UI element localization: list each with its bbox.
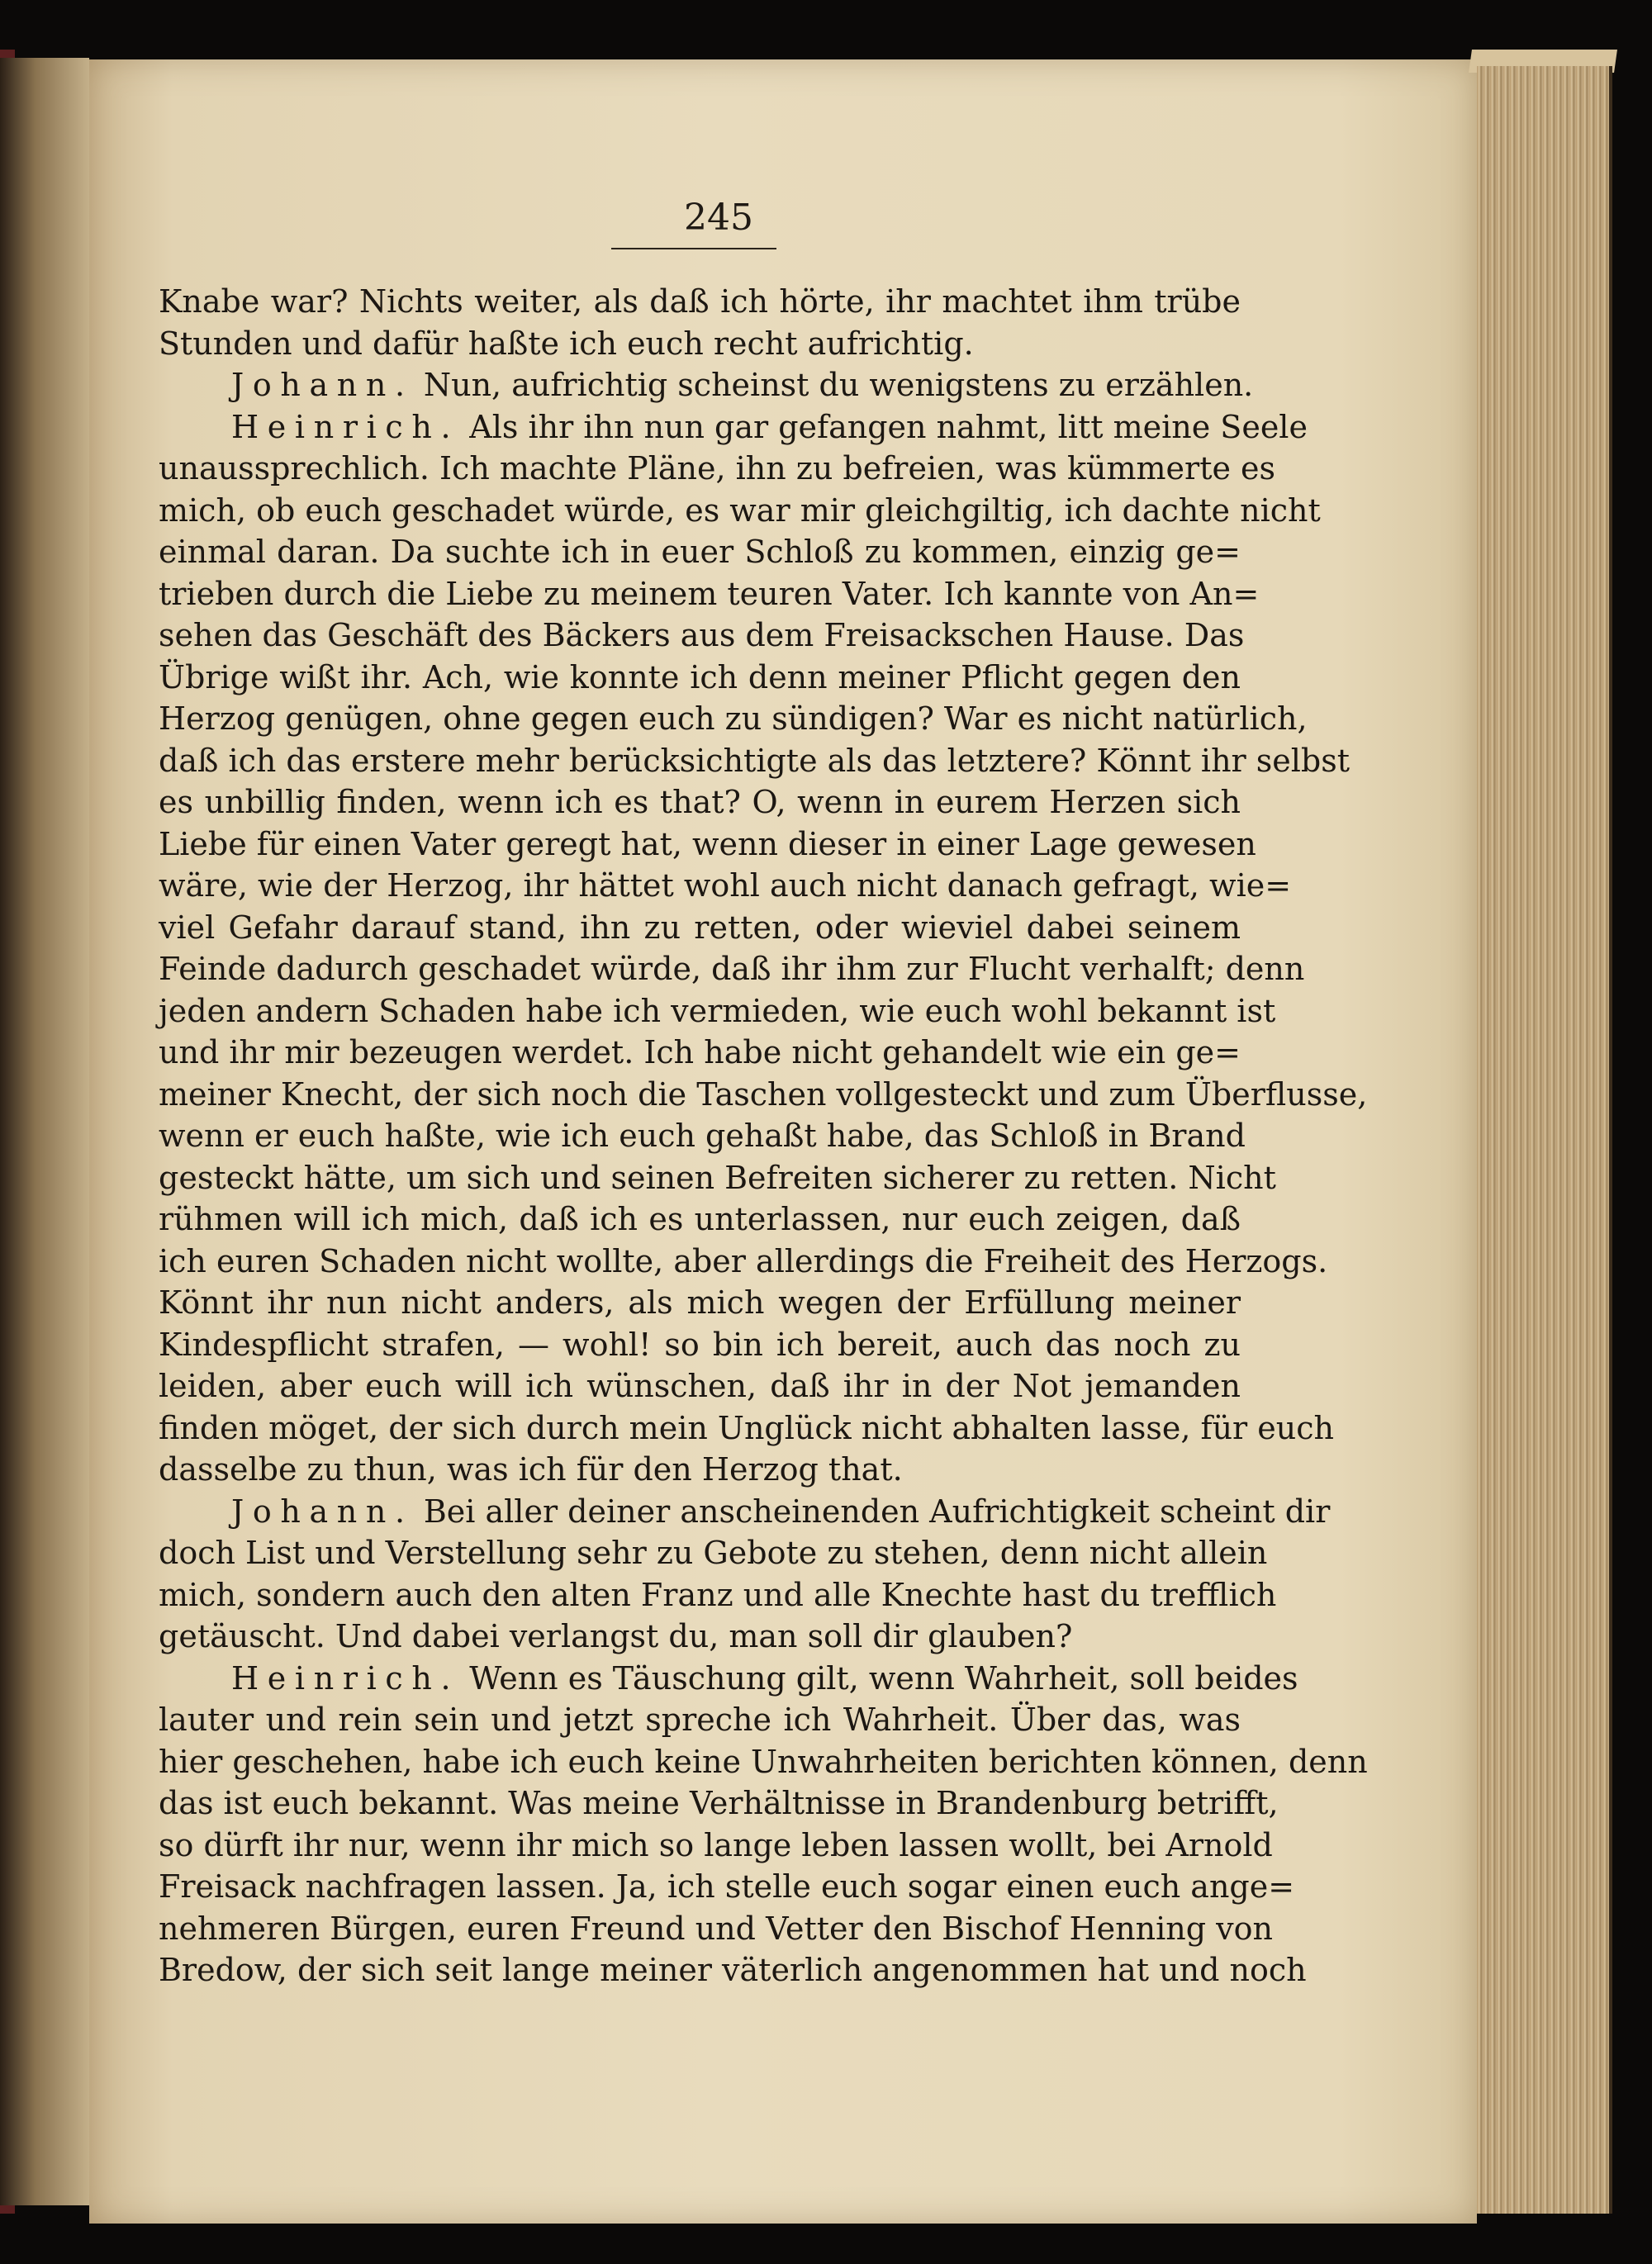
text-line bbox=[159, 1616, 1241, 1658]
header-rule bbox=[611, 248, 776, 249]
line-text: Liebe für einen Vater geregt hat, wenn dieser in einer Lage gewesen bbox=[159, 825, 1256, 862]
text-line bbox=[159, 1908, 1273, 1950]
text-line bbox=[159, 1825, 1273, 1867]
text-line bbox=[159, 281, 1241, 323]
line-text: und ihr mir bezeugen werdet. Ich habe nicht gehandelt wie ein ge= bbox=[159, 1034, 1241, 1070]
speaker-name: Heinrich. bbox=[231, 1659, 460, 1697]
text-line bbox=[159, 1324, 1241, 1366]
text-line bbox=[159, 573, 1260, 615]
text-line bbox=[159, 1407, 1335, 1450]
body-text bbox=[159, 281, 1368, 1991]
text-line bbox=[159, 490, 1321, 532]
line-text: Feinde dadurch geschadet würde, daß ihr ihm zur Flucht verhalft; denn bbox=[159, 951, 1305, 987]
line-text: wenn er euch haßte, wie ich euch gehaßt habe, das Schloß in Brand bbox=[159, 1118, 1246, 1154]
speaker-name: Johann. bbox=[231, 1493, 414, 1530]
line-text: doch List und Verstellung sehr zu Gebote zu stehen, denn nicht allein bbox=[159, 1535, 1268, 1571]
line-text: getäuscht. Und dabei verlangst du, man soll dir glauben? bbox=[159, 1618, 1073, 1654]
text-line bbox=[159, 1365, 1241, 1407]
text-line bbox=[159, 823, 1256, 866]
text-line bbox=[159, 990, 1276, 1032]
line-text: Bei aller deiner anscheinenden Aufrichtigkeit scheint dir bbox=[423, 1493, 1331, 1530]
text-line bbox=[159, 657, 1241, 699]
text-line bbox=[159, 1658, 1298, 1700]
line-text: Freisack nachfragen lassen. Ja, ich stelle euch sogar einen euch ange= bbox=[159, 1868, 1295, 1905]
text-line bbox=[159, 1532, 1268, 1574]
line-text: jeden andern Schaden habe ich vermieden, wie euch wohl bekannt ist bbox=[159, 992, 1276, 1029]
text-line bbox=[159, 1032, 1241, 1074]
text-line bbox=[159, 1699, 1241, 1741]
line-text: finden möget, der sich durch mein Unglück nicht abhalten lasse, für euch bbox=[159, 1409, 1335, 1446]
page-stack-edge bbox=[1477, 66, 1612, 2214]
line-text: nehmeren Bürgen, euren Freund und Vetter den Bischof Henning von bbox=[159, 1910, 1273, 1947]
text-line bbox=[159, 740, 1351, 782]
text-line bbox=[159, 448, 1276, 490]
line-text: meiner Knecht, der sich noch die Taschen vollgesteckt und zum Überflusse, bbox=[159, 1075, 1368, 1113]
line-text: gesteckt hätte, um sich und seinen Befreiten sicherer zu retten. Nicht bbox=[159, 1159, 1276, 1196]
text-line bbox=[159, 1449, 1241, 1491]
text-line bbox=[159, 1198, 1241, 1241]
text-line bbox=[159, 323, 1241, 365]
line-text: Stunden und dafür haßte ich euch recht aufrichtig. bbox=[159, 325, 974, 362]
text-line bbox=[159, 907, 1241, 949]
text-line bbox=[159, 1866, 1295, 1908]
speaker-name: Heinrich. bbox=[231, 408, 460, 445]
line-text: sehen das Geschäft des Bäckers aus dem Freisackschen Hause. Das bbox=[159, 617, 1245, 653]
line-text: leiden, aber euch will ich wünschen, daß ihr in der Not jemanden bbox=[159, 1368, 1241, 1404]
text-line bbox=[159, 406, 1308, 449]
text-line bbox=[159, 948, 1305, 990]
line-text: trieben durch die Liebe zu meinem teuren Vater. Ich kannte von An= bbox=[159, 575, 1260, 612]
line-text: viel Gefahr darauf stand, ihn zu retten, oder wieviel dabei seinem bbox=[159, 909, 1241, 946]
text-line bbox=[159, 698, 1308, 740]
line-text: einmal daran. Da suchte ich in euer Schloß zu kommen, einzig ge= bbox=[159, 534, 1241, 570]
line-text: Bredow, der sich seit lange meiner väterlich angenommen hat und noch bbox=[159, 1952, 1307, 1988]
text-line bbox=[159, 1782, 1279, 1825]
text-line bbox=[159, 865, 1292, 907]
text-line bbox=[159, 531, 1241, 573]
text-line bbox=[159, 1491, 1331, 1533]
line-text: mich, sondern auch den alten Franz und alle Knechte hast du trefflich bbox=[159, 1576, 1277, 1613]
text-line bbox=[159, 781, 1241, 823]
line-text: Wenn es Täuschung gilt, wenn Wahrheit, soll beides bbox=[469, 1659, 1298, 1697]
line-text: es unbillig finden, wenn ich es that? O, wenn in eurem Herzen sich bbox=[159, 784, 1241, 820]
line-text: wäre, wie der Herzog, ihr hättet wohl auch nicht danach gefragt, wie= bbox=[159, 867, 1292, 904]
line-text: Übrige wißt ihr. Ach, wie konnte ich denn meiner Pflicht gegen den bbox=[159, 658, 1241, 695]
line-text: Herzog genügen, ohne gegen euch zu sündigen? War es nicht natürlich, bbox=[159, 700, 1308, 737]
line-text: daß ich das erstere mehr berücksichtigte als das letztere? Könnt ihr selbst bbox=[159, 742, 1351, 779]
text-line bbox=[159, 1741, 1368, 1783]
line-text: dasselbe zu thun, was ich für den Herzog that. bbox=[159, 1451, 903, 1488]
text-line bbox=[159, 1115, 1246, 1157]
text-line bbox=[159, 1157, 1276, 1199]
speaker-name: Johann. bbox=[231, 367, 414, 403]
line-text: ich euren Schaden nicht wollte, aber allerdings die Freiheit des Herzogs. bbox=[159, 1242, 1328, 1279]
line-text: unaussprechlich. Ich machte Pläne, ihn zu befreien, was kümmerte es bbox=[159, 450, 1276, 486]
text-line bbox=[159, 615, 1245, 657]
line-text: Als ihr ihn nun gar gefangen nahmt, litt meine Seele bbox=[469, 408, 1308, 445]
text-line bbox=[159, 1074, 1368, 1116]
text-line bbox=[159, 364, 1254, 406]
line-text: so dürft ihr nur, wenn ihr mich so lange leben lassen wollt, bei Arnold bbox=[159, 1826, 1273, 1863]
text-line bbox=[159, 1574, 1277, 1616]
left-page-gutter bbox=[0, 58, 89, 2205]
text-line bbox=[159, 1949, 1307, 1991]
line-text: Nun, aufrichtig scheinst du wenigstens zu erzählen. bbox=[423, 367, 1254, 403]
text-line bbox=[159, 1241, 1328, 1283]
line-text: hier geschehen, habe ich euch keine Unwahrheiten berichten können, denn bbox=[159, 1743, 1368, 1780]
line-text: rühmen will ich mich, daß ich es unterlassen, nur euch zeigen, daß bbox=[159, 1201, 1241, 1237]
line-text: Könnt ihr nun nicht anders, als mich wegen der Erfüllung meiner bbox=[159, 1284, 1241, 1321]
line-text: lauter und rein sein und jetzt spreche ich Wahrheit. Über das, was bbox=[159, 1702, 1241, 1738]
line-text: Kindespflicht strafen, — wohl! so bin ich bereit, auch das noch zu bbox=[159, 1326, 1241, 1363]
page-number: 245 bbox=[684, 197, 753, 239]
line-text: das ist euch bekannt. Was meine Verhältnisse in Brandenburg betrifft, bbox=[159, 1785, 1279, 1821]
line-text: mich, ob euch geschadet würde, es war mir gleichgiltig, ich dachte nicht bbox=[159, 491, 1321, 529]
text-line bbox=[159, 1282, 1241, 1324]
line-text: Knabe war? Nichts weiter, als daß ich hörte, ihr machtet ihm trübe bbox=[159, 283, 1241, 320]
